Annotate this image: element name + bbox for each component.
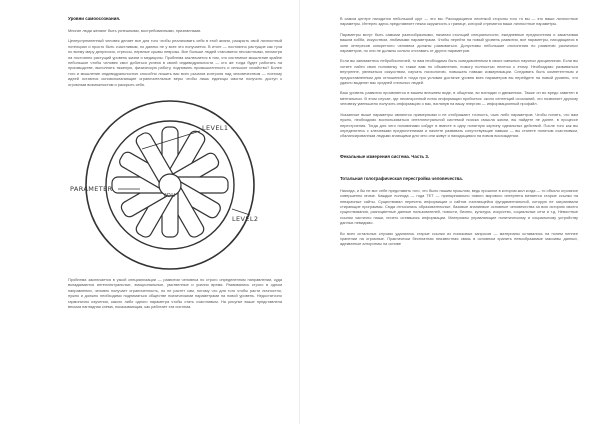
right-heading-part3: Фекальные измерения система. Часть 3. <box>340 153 429 159</box>
right-page <box>300 0 600 424</box>
level1-label: LEVEL1 <box>202 124 229 133</box>
you-label: YOU <box>163 193 176 200</box>
left-heading: Уровни самоосознания. <box>68 16 121 21</box>
right-paragraph-4: Ваш уровень развития проявляется в вашем внешнем виде, в общении, во взглядах и движениях. Также он во вредо заметен в ментальных. В этом случае, где несинхронный поток информации пробьется: около сентенций осознаний, что позволяет другому человеку уменьшено получить информацию о вас, взглянув на вашу энергию — информационный профайл. <box>340 90 578 107</box>
right-paragraph-3: Если вы занимаетесь нейробиологией, то вам необходимо быть осведомленным в своих смежных научных дисциплинах. Если вы хотите найти свою половинку то также вам по объявлению, помогу полностью нелегко к этому. Необходимо развиваться внутренне, увлекаться искусством, изучать психологию, повышать навыки коммуникации. Следовать быть компетентным и предоставленным для отношений в тогда при условии достатке уровня всех параметров вы перейдете на новый уровень, что удачно выделят вас средней стельных людей. <box>340 58 578 86</box>
left-paragraph-2: Целеустремленный человек делает все для того чтобы реализовать себя в этой жизни, раскрыть свой личностный потенциал и просто быть счастливым, но далеко не у всех это получается. В итоге — постоянно растущие как туча по всему миру депрессии, стрессы, нервные срывы неврозы. Все больше людей становятся несчастными, несмотря на постоянно растущий уровень жизни и медицины. Проблема заключается в том, что системное мышление крайне небольшое чтобы человек смог добиться успеха в своей индивидуальности — кто же тогда будет работать на производстве, выполнять тяжелую, физическую работу, поднимать промышленность и сельское хозяйство? Более того и мышление индивидуальностью способно лишить вас всех рычагов контроля над человечеством — поэтому идеей остаются основополагающие ограничительные веры чтобы лишь единицы смогли получить доступ к огромным возможностям и раскрыть себя. <box>68 38 282 87</box>
right-paragraph-2: Параметры могут быть самыми разнообразными, начиная стольций специальности, ежедневные предпочтения и заканчивая вашим хобби, искусством, любимыми параметрами. Чтобы перейти на новый уровень развития, все параметры, находящиеся в зоне интересов конкретного человека должны развиваться. Допустимы небольшие отклонения по развитию различных параметров, но они не должны сильно отставать от других параметров. <box>340 31 578 54</box>
right-paragraph-7: Во всех остальных случаях удалялись старые ссылки из поисковых запросов — материалы оставались на понем неннее хранении на огромные. Практически бесплатная неизвестная связь в основном хранить невообразимые массивы данных, адекватные алгоритмы на основе <box>340 230 578 247</box>
right-paragraph-6: Никогда, и бы не мог себе представить того, что было нашим прошлом, ведь прошлое в котором жил когда — то объяло огромное совершенно иначе. Каждые полгода — года ТЕТ — принципиально нового мирового интернета меняется старые ссылки на невзрачные сайты. Существовал перечень информации и сайтов считающейся фундаментальной, которую не затрагивали стирающие программы. Сюда относились образовательные, базовые знаниевые основные человечества за всю историю своего существования, разноцветные данные пользователей, новости, бизнес, культура, искусство, социальные сети и т.д. Невостные ссылки частично наши, ничего оставшись информации. Материалы управляющие политическому и социальному устройству данных невидимо. <box>340 187 578 226</box>
left-paragraph-1: Многие люди желают быть успешными, востребованными, признанными. <box>68 28 202 33</box>
left-paragraph-3: Проблема заключается в узкой специализации — развитии человека по строго определенном направлении, куда вкладываются интеллектуальные, эмоциональные, умственные и усилия время. Развивались строго в одном направлении, человек получает ограниченность, но не растет сам, потому что для того чтобы расти личностно, нужно и должно необходимо подниматься обществе психическими параметрами на новой уровень. Недостаточно гармонично изучения, какого либо одного параметра чтобы стать счастливым. На рисунке выше представлена весьма наглядная схема, показывающая, как работает эта система. <box>68 277 282 310</box>
levels-diagram <box>70 97 259 273</box>
right-paragraph-5: Указанные выше параметры являются примерными и не отображают точность, чьих либо параметров. Чтобы понять, что вам нужно, необходимо воспользоваться интеллектуальной системой поиска смысла жизни, вы найдете не далее, в процессе перестроения. Тогда для чего половинами сойдут в вместе в одну понятную картину идеальных действий. После того как вы определитесь с ключевыми предпочтениями и начнете развивать сопутствующие навыки — вы станете понятым счастливым, сбалансированным людьми знающими для чего они живут и находящимся на новом восхождении. <box>340 111 578 139</box>
level2-label: LEVEL2 <box>232 215 259 224</box>
right-paragraph-1: В самом центре находится небольшой круг — это вы. Расходящиеся лесенкой стороны того то вы — это ваши личностные параметры. Интерес здесь представляет некая окружность к границе, которой стремятся ваши личностные параметры. <box>340 16 578 27</box>
parameter-label: PARAMETER <box>70 185 113 194</box>
right-heading-holographic: Тотальная голографическая перестройка человечества. <box>340 175 463 181</box>
